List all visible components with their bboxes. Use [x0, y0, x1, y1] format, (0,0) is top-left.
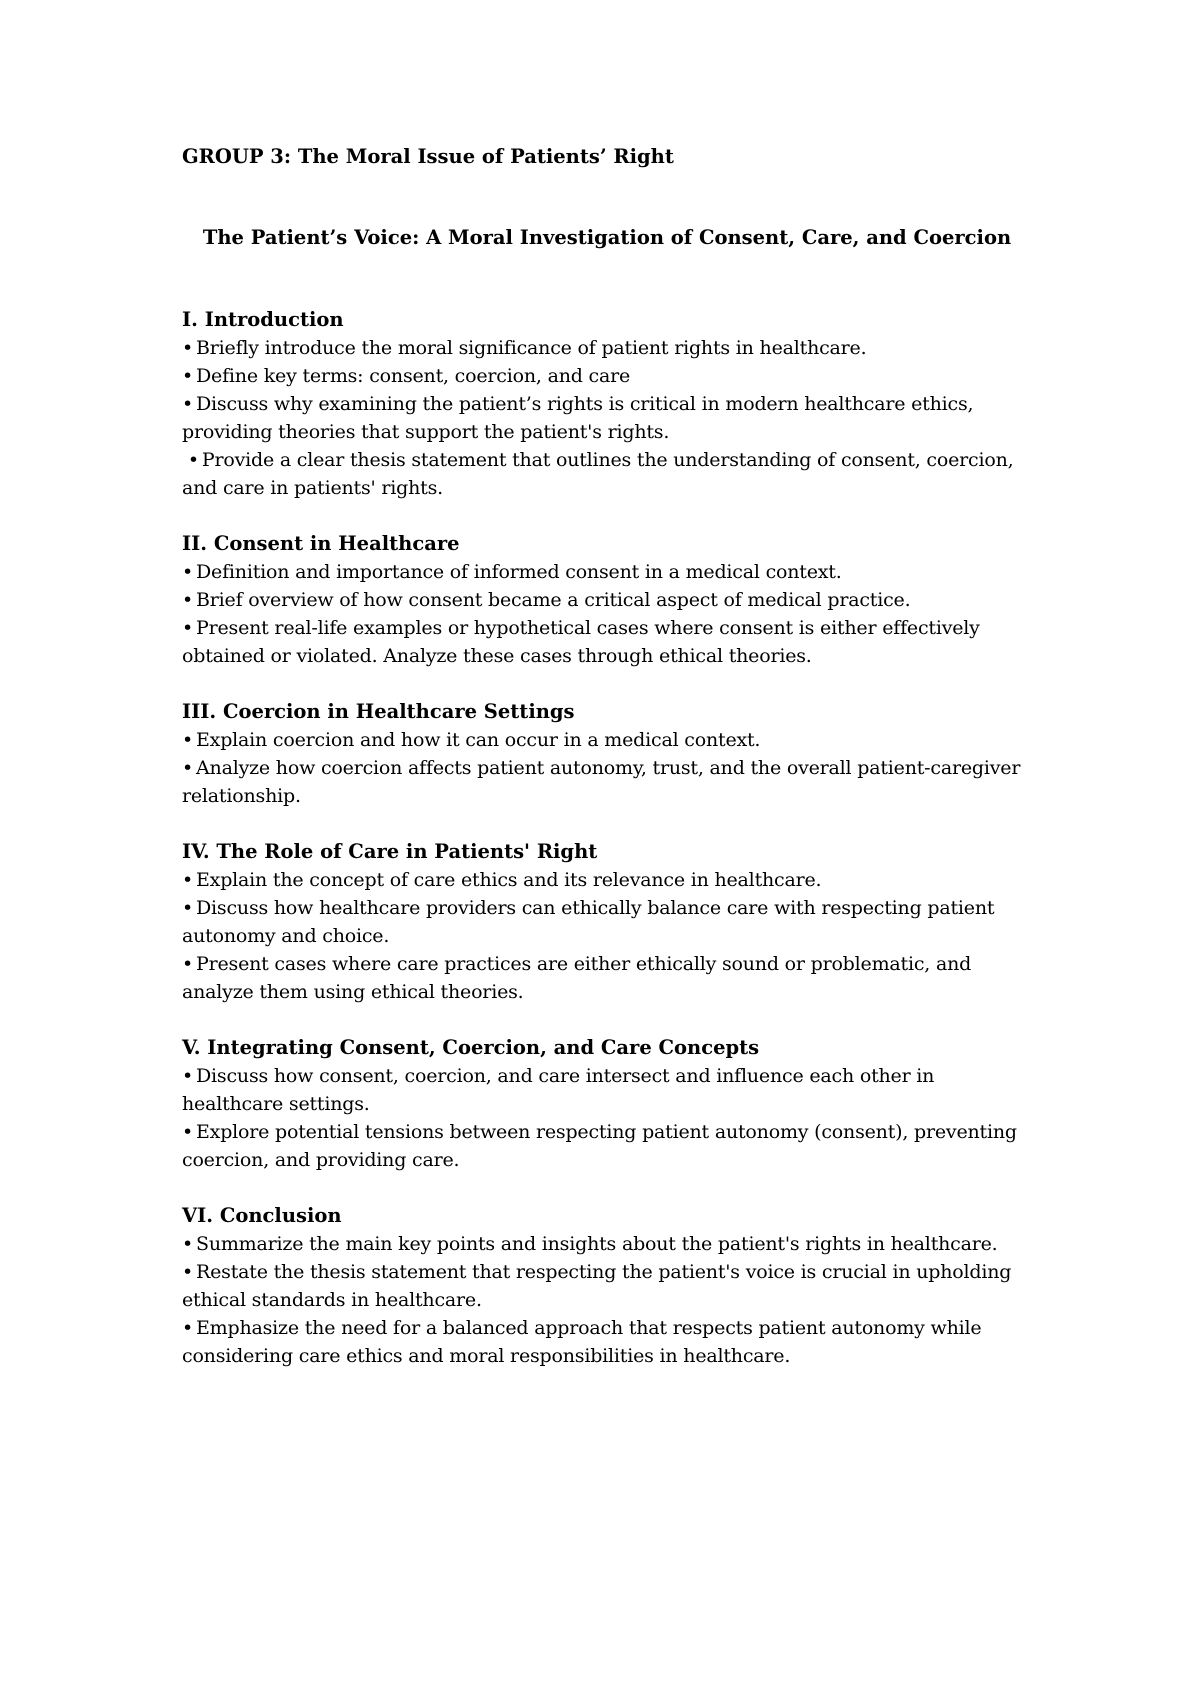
bullet-item: [182, 390, 1032, 446]
bullet-item: [182, 586, 1032, 614]
section-conclusion: [182, 1202, 1032, 1370]
bullet-item: [182, 558, 1032, 586]
section-heading: VI. Conclusion: [182, 1204, 342, 1227]
bullet-icon: •: [182, 365, 194, 387]
bullet-icon: •: [182, 589, 194, 611]
bullet-item: [182, 334, 1032, 362]
bullet-item: [182, 950, 1032, 1006]
bullet-icon: •: [182, 1121, 194, 1143]
bullet-item: [182, 1062, 1032, 1118]
bullet-text: Present cases where care practices are either ethically sound or problematic, and analyze them using ethical theories.: [182, 953, 972, 1003]
document-page: [182, 143, 1032, 1398]
outline-sections: [182, 306, 1032, 1370]
bullet-icon: •: [182, 757, 194, 779]
bullet-text: Explain coercion and how it can occur in a medical context.: [196, 729, 761, 751]
section-heading: III. Coercion in Healthcare Settings: [182, 700, 575, 723]
section-integrating: [182, 1034, 1032, 1174]
bullet-icon: •: [182, 1233, 194, 1255]
bullet-icon: •: [182, 1065, 194, 1087]
section-heading: II. Consent in Healthcare: [182, 532, 460, 555]
bullet-item: [182, 446, 1032, 502]
bullet-item: [182, 1230, 1032, 1258]
bullet-item: [182, 1258, 1032, 1314]
bullet-text: Define key terms: consent, coercion, and care: [196, 365, 631, 387]
bullet-icon: •: [182, 617, 194, 639]
bullet-icon: •: [182, 729, 194, 751]
bullet-text: Definition and importance of informed consent in a medical context.: [196, 561, 842, 583]
bullet-icon: •: [187, 449, 199, 471]
section-introduction: [182, 306, 1032, 502]
bullet-text: Explore potential tensions between respecting patient autonomy (consent), preventing coercion, and providing care.: [182, 1121, 1017, 1171]
bullet-text: Discuss why examining the patient’s rights is critical in modern healthcare ethics, providing theories that support the patient's rights.: [182, 393, 974, 443]
bullet-icon: •: [182, 337, 194, 359]
bullet-item: [182, 866, 1032, 894]
section-heading: IV. The Role of Care in Patients' Right: [182, 840, 598, 863]
bullet-icon: •: [182, 393, 194, 415]
bullet-icon: •: [182, 1317, 194, 1339]
bullet-text: Briefly introduce the moral significance of patient rights in healthcare.: [196, 337, 867, 359]
bullet-icon: •: [182, 869, 194, 891]
bullet-item: [182, 726, 1032, 754]
group-title: GROUP 3: The Moral Issue of Patients’ Right: [182, 145, 674, 168]
bullet-text: Analyze how coercion affects patient autonomy, trust, and the overall patient-caregiver relationship.: [182, 757, 1021, 807]
bullet-icon: •: [182, 897, 194, 919]
bullet-item: [182, 614, 1032, 670]
bullet-item: [182, 1118, 1032, 1174]
section-consent: [182, 530, 1032, 670]
section-heading: I. Introduction: [182, 308, 344, 331]
section-coercion: [182, 698, 1032, 810]
bullet-text: Explain the concept of care ethics and its relevance in healthcare.: [196, 869, 822, 891]
bullet-text: Brief overview of how consent became a critical aspect of medical practice.: [196, 589, 911, 611]
bullet-icon: •: [182, 1261, 194, 1283]
bullet-item: [182, 754, 1032, 810]
bullet-text: Summarize the main key points and insights about the patient's rights in healthcare.: [196, 1233, 998, 1255]
bullet-item: [182, 1314, 1032, 1370]
bullet-text: Restate the thesis statement that respecting the patient's voice is crucial in upholding ethical standards in healthcare.: [182, 1261, 1012, 1311]
document-title: The Patient’s Voice: A Moral Investigation of Consent, Care, and Coercion: [202, 226, 1012, 249]
section-heading: V. Integrating Consent, Coercion, and Care Concepts: [182, 1036, 760, 1059]
section-care: [182, 838, 1032, 1006]
bullet-text: Discuss how consent, coercion, and care intersect and influence each other in healthcare settings.: [182, 1065, 935, 1115]
bullet-text: Present real-life examples or hypothetical cases where consent is either effectively obtained or violated. Analyze these cases through ethical theories.: [182, 617, 980, 667]
bullet-text: Discuss how healthcare providers can ethically balance care with respecting patient autonomy and choice.: [182, 897, 995, 947]
bullet-text: Provide a clear thesis statement that outlines the understanding of consent, coercion, and care in patients' rights.: [182, 449, 1014, 499]
bullet-icon: •: [182, 953, 194, 975]
bullet-icon: •: [182, 561, 194, 583]
bullet-item: [182, 362, 1032, 390]
bullet-text: Emphasize the need for a balanced approach that respects patient autonomy while considering care ethics and moral responsibilities in healthcare.: [182, 1317, 982, 1367]
bullet-item: [182, 894, 1032, 950]
